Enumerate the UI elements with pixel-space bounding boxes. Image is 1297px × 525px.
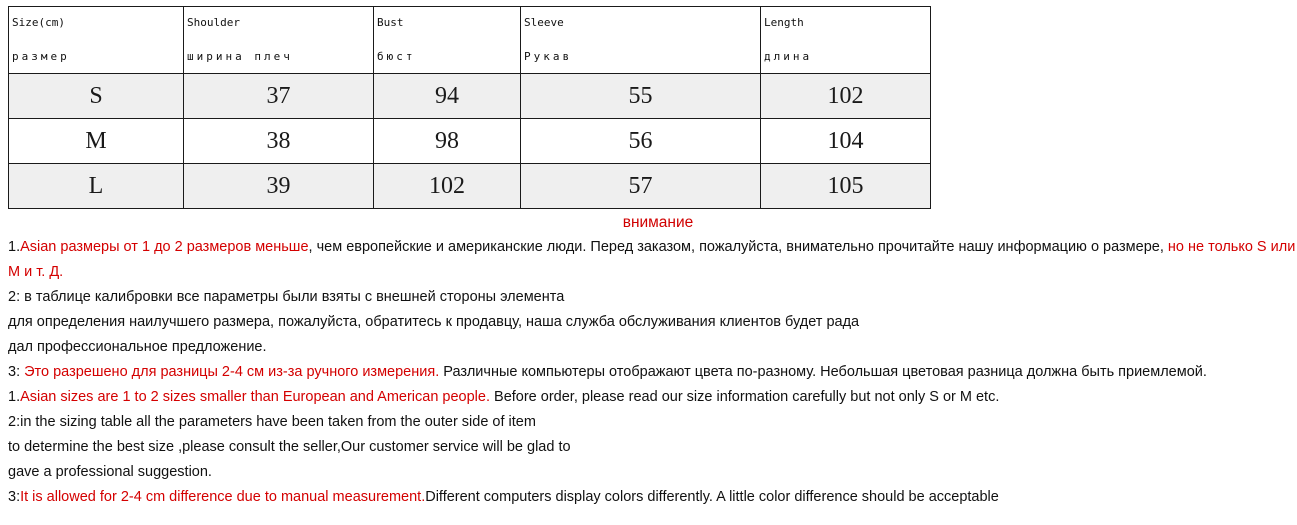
cell-sleeve: 55 — [521, 74, 761, 119]
note-en-1 — [8, 385, 1297, 410]
header-length-ru: длина — [764, 50, 813, 63]
note-en-1-prefix: 1. — [8, 389, 21, 405]
note-ru-1 — [8, 235, 1297, 285]
cell-sleeve: 57 — [521, 164, 761, 209]
header-size-en: Size(cm) — [12, 16, 65, 29]
cell-bust: 102 — [374, 164, 521, 209]
header-size-ru: размер — [12, 50, 70, 63]
header-length-en: Length — [764, 16, 804, 29]
header-shoulder — [184, 7, 374, 74]
cell-length: 105 — [761, 164, 931, 209]
size-chart-table — [8, 6, 931, 209]
note-ru-1-highlight-2: но не только S или M и т. Д. — [8, 239, 1296, 280]
table-row — [9, 74, 931, 119]
note-en-2b: to determine the best size ,please consult the seller,Our customer service will be glad to — [8, 439, 571, 455]
note-en-3-text: Different computers display colors differently. A little color difference should be acceptable — [425, 489, 999, 505]
note-ru-2: 2: в таблице калибровки все параметры были взяты с внешней стороны элемента — [8, 289, 565, 305]
header-length — [761, 7, 931, 74]
header-sleeve — [521, 7, 761, 74]
note-en-2: 2:in the sizing table all the parameters have been taken from the outer side of item — [8, 414, 536, 430]
note-ru-3 — [8, 360, 1297, 385]
header-size — [9, 7, 184, 74]
header-bust-en: Bust — [377, 16, 404, 29]
header-bust-ru: бюст — [377, 50, 416, 63]
note-en-3-highlight: It is allowed for 2-4 cm difference due to manual measurement. — [20, 489, 426, 505]
note-ru-2b: для определения наилучшего размера, пожалуйста, обратитесь к продавцу, наша служба обслуживания клиентов будет рада — [8, 314, 860, 330]
table-row — [9, 119, 931, 164]
note-ru-3-text: Различные компьютеры отображают цвета по-разному. Небольшая цветовая разница должна быть приемлемой. — [439, 364, 1207, 380]
cell-size: S — [9, 74, 184, 119]
note-en-3 — [8, 485, 1297, 510]
note-en-2c: gave a professional suggestion. — [8, 464, 212, 480]
cell-bust: 94 — [374, 74, 521, 119]
note-en-1-highlight: Asian sizes are 1 to 2 sizes smaller than European and American people. — [20, 389, 490, 405]
header-shoulder-en: Shoulder — [187, 16, 240, 29]
size-notes — [8, 210, 1297, 510]
cell-shoulder: 38 — [184, 119, 374, 164]
note-ru-2c: дал профессиональное предложение. — [8, 339, 267, 355]
table-row — [9, 164, 931, 209]
note-ru-1-prefix: 1. — [8, 239, 21, 255]
cell-sleeve: 56 — [521, 119, 761, 164]
header-sleeve-en: Sleeve — [524, 16, 564, 29]
cell-length: 102 — [761, 74, 931, 119]
cell-length: 104 — [761, 119, 931, 164]
header-shoulder-ru: ширина плеч — [187, 50, 293, 63]
cell-bust: 98 — [374, 119, 521, 164]
note-ru-3-highlight: Это разрешено для разницы 2-4 см из-за ручного измерения. — [24, 364, 440, 380]
cell-size: L — [9, 164, 184, 209]
note-ru-3-prefix: 3: — [8, 364, 25, 380]
note-ru-1-text: , чем европейские и американские люди. Перед заказом, пожалуйста, внимательно прочитайте нашу информацию о размере, — [308, 239, 1168, 255]
cell-shoulder: 39 — [184, 164, 374, 209]
header-sleeve-ru: Рукав — [524, 50, 573, 63]
table-header-row — [9, 7, 931, 74]
cell-size: M — [9, 119, 184, 164]
note-ru-1-highlight: Asian размеры от 1 до 2 размеров меньше — [20, 239, 309, 255]
note-en-3-prefix: 3: — [8, 489, 21, 505]
attention-heading: внимание — [622, 214, 694, 231]
cell-shoulder: 37 — [184, 74, 374, 119]
header-bust — [374, 7, 521, 74]
note-en-1-text: Before order, please read our size information carefully but not only S or M etc. — [490, 389, 1000, 405]
